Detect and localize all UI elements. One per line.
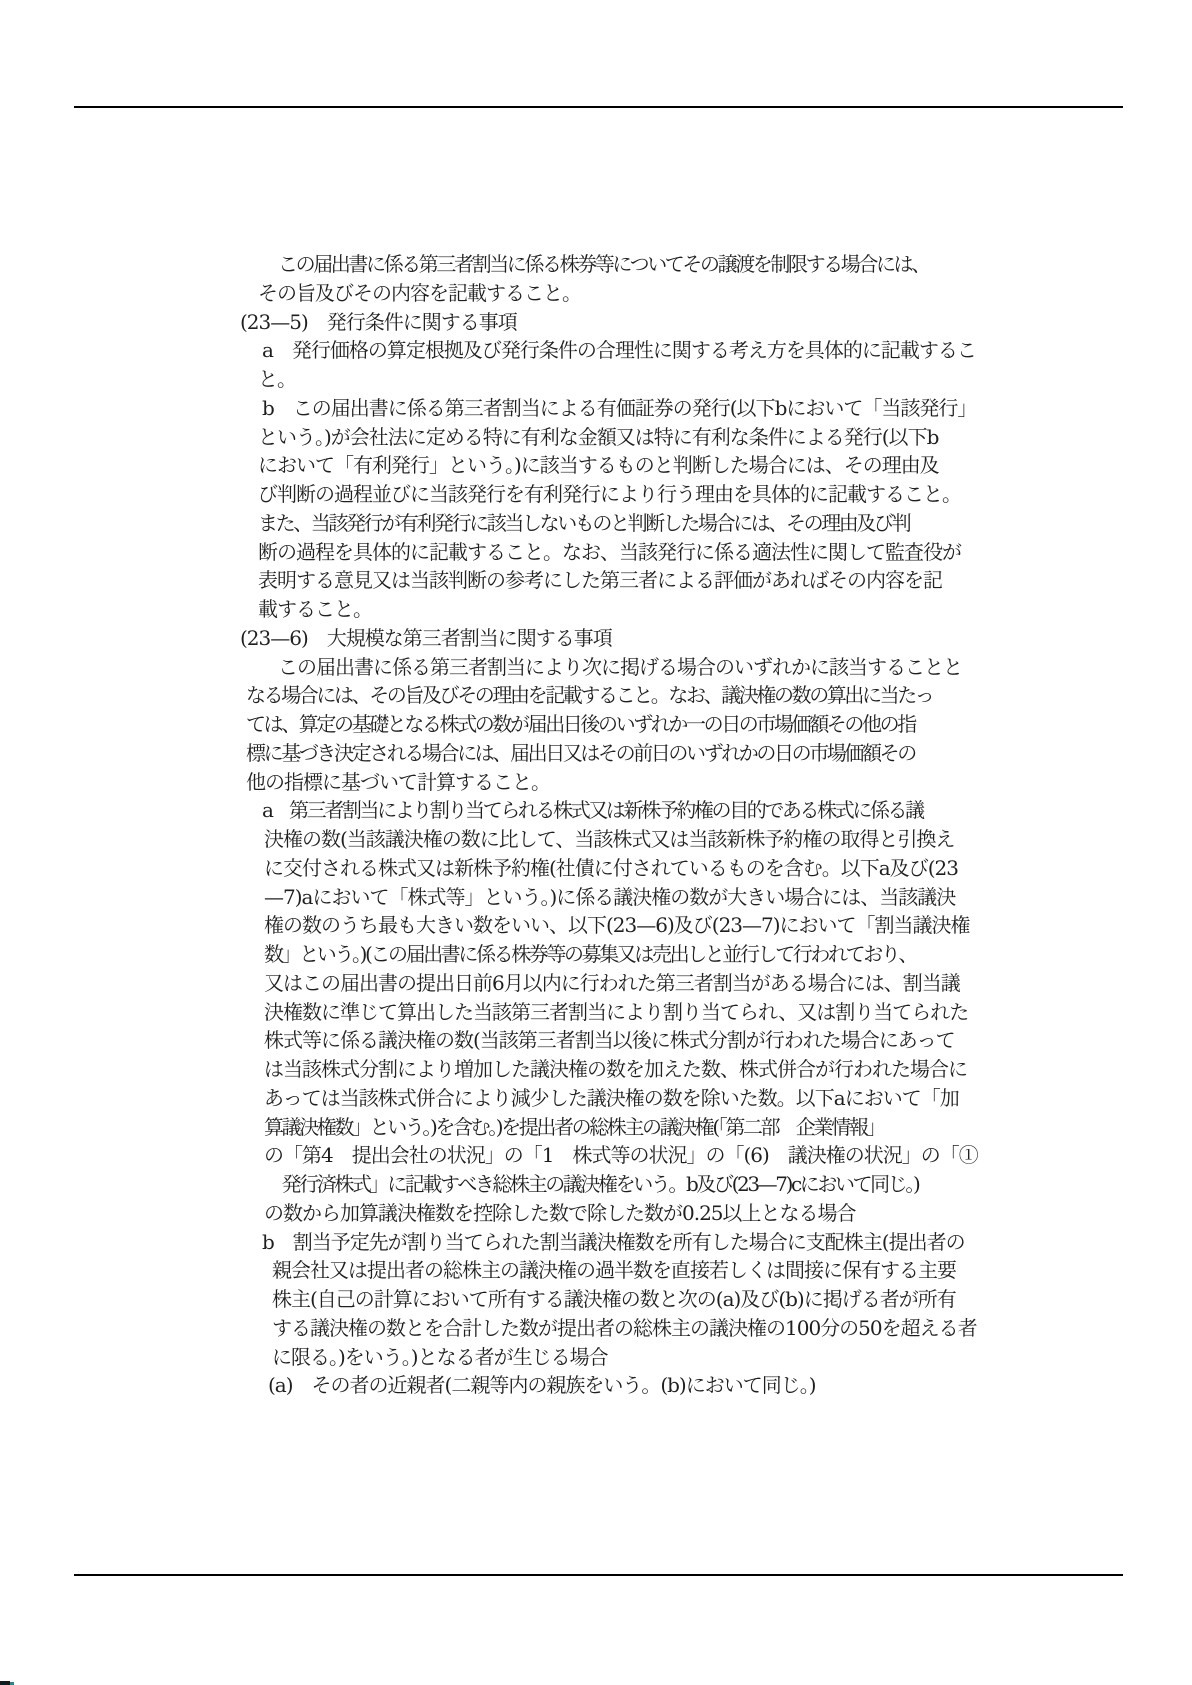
text-line: また、当該発行が有利発行に該当しないものと判断した場合には、その理由及び判 [258, 510, 910, 535]
footer-rule [74, 1574, 1123, 1576]
text-line: という。)が会社法に定める特に有利な金額又は特に有利な条件による発行(以下b [258, 424, 939, 449]
text-line: に限る。)をいう。)となる者が生じる場合 [272, 1344, 608, 1369]
text-line: b この届出書に係る第三者割当による有価証券の発行(以下bにおいて「当該発行」 [262, 395, 977, 420]
text-line: 又はこの届出書の提出日前6月以内に行われた第三者割当がある場合には、割当議 [264, 970, 960, 995]
text-line: 載すること。 [258, 597, 372, 621]
text-line: a 発行価格の算定根拠及び発行条件の合理性に関する考え方を具体的に記載するこ [262, 338, 976, 363]
text-line: 決権数に準じて算出した当該第三者割当により割り当てられ、又は割り当てられた [264, 999, 969, 1024]
document-body [0, 250, 1192, 1400]
header-rule [74, 106, 1123, 108]
text-line: ては、算定の基礎となる株式の数が届出日後のいずれか一の日の市場価額その他の指 [246, 712, 915, 736]
scan-artifact [0, 1681, 10, 1685]
text-line: この届出書に係る第三者割当により次に掲げる場合のいずれかに該当することと [278, 654, 962, 679]
text-line: において「有利発行」という。)に該当するものと判断した場合には、その理由及 [258, 453, 939, 478]
text-line: 断の過程を具体的に記載すること。なお、当該発行に係る適法性に関して監査役が [258, 539, 961, 564]
text-line: 算議決権数」という。)を含む。)を提出者の総株主の議決権(「第二部 企業情報」 [264, 1114, 884, 1139]
text-line: —7)aにおいて「株式等」という。)に係る議決権の数が大きい場合には、当該議決 [264, 884, 956, 909]
text-line: 権の数のうち最も大きい数をいい、以下(23—6)及び(23—7)において「割当議決権 [264, 913, 970, 938]
text-line: の「第4 提出会社の状況」の「1 株式等の状況」の「(6) 議決権の状況」の「① [264, 1143, 978, 1168]
text-line: 決権の数(当該議決権の数に比して、当該株式又は当該新株予約権の取得と引換え [264, 827, 955, 851]
text-line: 親会社又は提出者の総株主の議決権の過半数を直接若しくは間接に保有する主要 [272, 1258, 956, 1283]
text-line: 株式等に係る議決権の数(当該第三者割当以後に株式分割が行われた場合にあって [264, 1028, 955, 1053]
text-line: この届出書に係る第三者割当に係る株券等についてその譲渡を制限する場合には、 [278, 252, 929, 276]
text-line: a 第三者割当により割り当てられる株式又は新株予約権の目的である株式に係る議 [262, 798, 923, 823]
text-line: の数から加算議決権数を控除した数で除した数が0.25以上となる場合 [264, 1200, 856, 1225]
text-line: あっては当該株式併合により減少した議決権の数を除いた数。以下aにおいて「加 [264, 1085, 959, 1110]
text-line: (23—6) 大規模な第三者割当に関する事項 [240, 625, 612, 650]
text-line: (23—5) 発行条件に関する事項 [240, 309, 517, 334]
text-line: 他の指標に基づいて計算すること。 [246, 769, 550, 794]
text-line: (a) その者の近親者(二親等内の親族をいう。(b)において同じ。) [268, 1373, 816, 1398]
text-line: 数」という。)(この届出書に係る株券等の募集又は売出しと並行して行われており、 [264, 942, 917, 966]
text-line: その旨及びその内容を記載すること。 [258, 280, 581, 305]
text-line: b 割当予定先が割り当てられた割当議決権数を所有した場合に支配株主(提出者の [262, 1229, 965, 1254]
text-line: 発行済株式」に記載すべき総株主の議決権をいう。b及び(23—7)cにおいて同じ。) [264, 1172, 919, 1196]
text-line: は当該株式分割により増加した議決権の数を加えた数、株式併合が行われた場合に [264, 1057, 967, 1081]
text-line: なる場合には、その旨及びその理由を記載すること。なお、議決権の数の算出に当たっ [246, 683, 933, 708]
text-line: に交付される株式又は新株予約権(社債に付されているものを含む。以下a及び(23 [264, 855, 958, 880]
text-line: 株主(自己の計算において所有する議決権の数と次の(a)及び(b)に掲げる者が所有 [272, 1287, 956, 1311]
text-line: と。 [258, 367, 296, 391]
text-line: する議決権の数とを合計した数が提出者の総株主の議決権の100分の50を超える者 [272, 1315, 977, 1340]
text-line: 標に基づき決定される場合には、届出日又はその前日のいずれかの日の市場価額その [246, 740, 915, 765]
text-line: 表明する意見又は当該判断の参考にした第三者による評価があればその内容を記 [258, 568, 942, 593]
text-line: び判断の過程並びに当該発行を有利発行により行う理由を具体的に記載すること。 [258, 482, 961, 506]
